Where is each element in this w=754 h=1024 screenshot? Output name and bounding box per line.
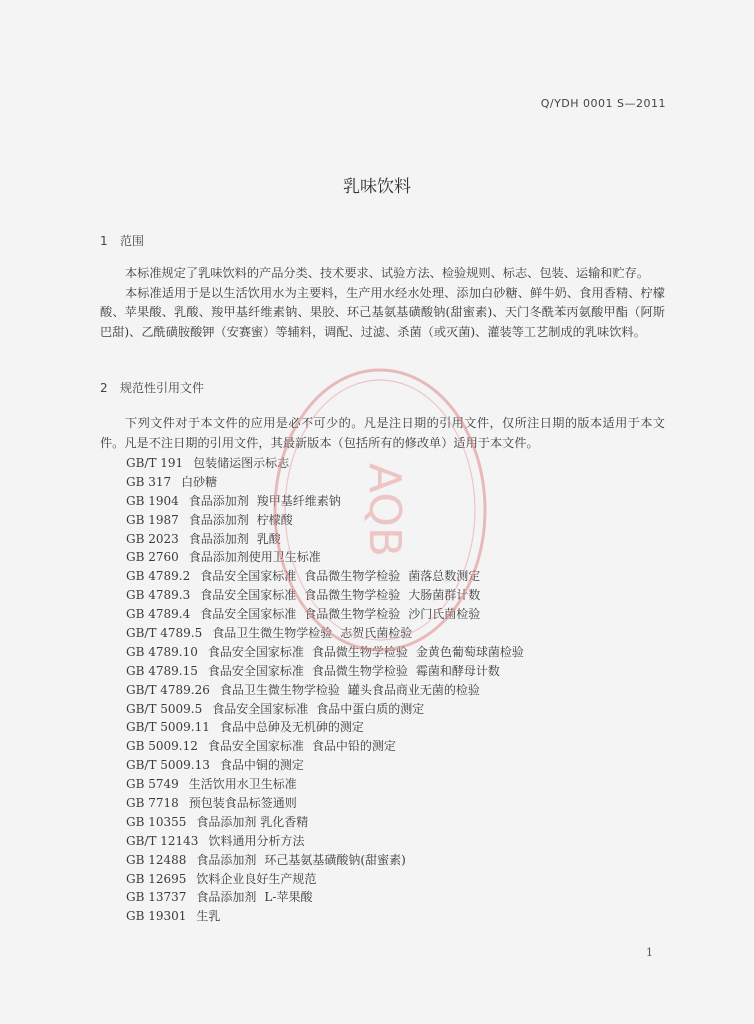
- reference-title-part: 食品微生物学检验: [311, 663, 408, 678]
- reference-title-part: 食品添加剂: [196, 852, 257, 867]
- section-1-heading: [100, 232, 144, 249]
- reference-title-part: 生活饮用水卫生标准: [188, 777, 297, 792]
- page-number: 1: [646, 946, 653, 959]
- reference-item: [126, 737, 524, 756]
- reference-item: [126, 832, 524, 851]
- reference-title-part: 金黄色葡萄球菌检验: [415, 644, 524, 659]
- reference-item: [126, 907, 524, 926]
- reference-code: GB 7718: [126, 796, 179, 811]
- reference-code: GB 19301: [126, 909, 187, 924]
- section-title: 范围: [120, 234, 145, 248]
- standard-number: Q/YDH 0001 S—2011: [540, 97, 666, 110]
- reference-code: GB/T 5009.13: [126, 758, 210, 773]
- reference-item: [126, 567, 524, 586]
- reference-code: GB 5749: [126, 777, 179, 792]
- reference-title-part: 食品微生物学检验: [304, 588, 401, 603]
- reference-title-part: 食品安全国家标准: [207, 644, 304, 659]
- reference-code: GB 1904: [126, 493, 179, 508]
- reference-title-part: 环己基氨基磺酸钠(甜蜜素): [264, 852, 406, 867]
- reference-item: [126, 473, 524, 492]
- reference-code: GB/T 12143: [126, 833, 199, 848]
- reference-item: [126, 775, 524, 794]
- reference-item: [126, 681, 524, 700]
- reference-title-part: 食品安全国家标准: [200, 569, 297, 584]
- reference-code: GB 12695: [126, 871, 187, 886]
- scope-paragraph-2: 本标准适用于是以生活饮用水为主要料，生产用水经水处理、添加白砂糖、鲜牛奶、食用香精、柠檬酸、苹果酸、乳酸、羧甲基纤维素钠、果胶、环己基氨基磺酸钠(甜蜜素)、天门冬酰苯丙氨酸甲酯（阿斯巴甜)、乙酰磺胺酸钾（安赛蜜）等辅料，调配、过滤、杀菌（或灭菌)、灌装等工艺制成的乳味饮料。: [100, 285, 665, 339]
- reference-code: GB 4789.2: [126, 569, 191, 584]
- reference-item: [126, 530, 524, 549]
- reference-title-part: L-苹果酸: [264, 890, 313, 905]
- reference-title-part: 食品添加剂: [188, 493, 249, 508]
- reference-code: GB 4789.10: [126, 644, 198, 659]
- reference-item: [126, 624, 524, 643]
- reference-code: GB 10355: [126, 814, 187, 829]
- reference-code: GB/T 5009.11: [126, 720, 210, 735]
- reference-title-part: 食品添加剂 乳化香精: [196, 814, 309, 829]
- reference-item: [126, 718, 524, 737]
- reference-item: [126, 870, 524, 889]
- reference-item: [126, 888, 524, 907]
- reference-title-part: 食品卫生微生物学检验: [212, 626, 333, 641]
- reference-item: [126, 586, 524, 605]
- reference-title-part: 沙门氏菌检验: [408, 607, 481, 622]
- reference-code: GB/T 191: [126, 456, 184, 470]
- reference-item: [126, 548, 524, 567]
- reference-code: GB 1987: [126, 512, 179, 527]
- section-2-heading: [100, 379, 204, 396]
- reference-code: GB/T 4789.5: [126, 626, 203, 641]
- reference-item: [126, 662, 524, 681]
- reference-code: GB 4789.4: [126, 607, 191, 622]
- reference-title-part: 包装储运图示标志: [193, 456, 290, 470]
- reference-code: GB 4789.15: [126, 663, 198, 678]
- reference-title-part: 食品安全国家标准: [200, 607, 297, 622]
- reference-code: GB 12488: [126, 852, 187, 867]
- reference-title-part: 预包装食品标签通则: [188, 796, 297, 811]
- reference-title-part: 生乳: [196, 909, 221, 924]
- reference-item: [126, 605, 524, 624]
- reference-title-part: 食品安全国家标准: [200, 588, 297, 603]
- reference-title-part: 食品添加剂: [188, 531, 249, 546]
- scope-paragraph-1: 本标准规定了乳味饮料的产品分类、技术要求、试验方法、检验规则、标志、包装、运输和贮存。: [125, 266, 650, 280]
- reference-title-part: 食品安全国家标准: [212, 701, 309, 716]
- stamp-text: AQB: [359, 462, 410, 558]
- reference-code: GB 4789.3: [126, 588, 191, 603]
- reference-title-part: 食品中蛋白质的测定: [316, 701, 425, 716]
- reference-title-part: 食品中铜的测定: [219, 758, 304, 773]
- reference-title-part: 大肠菌群计数: [408, 588, 481, 603]
- reference-title-part: 乳酸: [256, 531, 281, 546]
- reference-code: GB 5009.12: [126, 739, 198, 754]
- reference-item: [126, 851, 524, 870]
- normative-references-paragraph: 下列文件对于本文件的应用是必不可少的。凡是注日期的引用文件，仅所注日期的版本适用于本文件。凡是不注日期的引用文件，其最新版本（包括所有的修改单）适用于本文件。: [100, 416, 665, 450]
- reference-title-part: 食品添加剂: [196, 890, 257, 905]
- section-title: 规范性引用文件: [120, 381, 205, 395]
- reference-item: [126, 700, 524, 719]
- reference-code: GB 2760: [126, 550, 179, 565]
- section-number: 2: [100, 381, 108, 395]
- reference-title-part: 食品微生物学检验: [304, 569, 401, 584]
- reference-title-part: 食品微生物学检验: [311, 644, 408, 659]
- reference-item: [126, 454, 524, 473]
- reference-list: [126, 454, 524, 926]
- reference-title-part: 食品添加剂使用卫生标准: [188, 550, 321, 565]
- reference-title-part: 食品添加剂: [188, 512, 249, 527]
- reference-title-part: 柠檬酸: [256, 512, 293, 527]
- reference-title-part: 食品微生物学检验: [304, 607, 401, 622]
- reference-item: [126, 643, 524, 662]
- reference-item: [126, 492, 524, 511]
- reference-code: GB 317: [126, 474, 172, 489]
- reference-title-part: 饮料通用分析方法: [208, 833, 305, 848]
- reference-code: GB/T 4789.26: [126, 682, 210, 697]
- reference-title-part: 志贺氏菌检验: [340, 626, 413, 641]
- reference-title-part: 饮料企业良好生产规范: [196, 871, 317, 886]
- section-number: 1: [100, 234, 108, 248]
- reference-title-part: 食品安全国家标准: [207, 739, 304, 754]
- reference-item: [126, 511, 524, 530]
- reference-item: [126, 756, 524, 775]
- reference-item: [126, 813, 524, 832]
- reference-title-part: 罐头食品商业无菌的检验: [347, 682, 480, 697]
- document-title: 乳味饮料: [343, 177, 411, 197]
- reference-title-part: 霉菌和酵母计数: [415, 663, 500, 678]
- reference-title-part: 白砂糖: [181, 474, 218, 489]
- reference-code: GB/T 5009.5: [126, 701, 203, 716]
- reference-item: [126, 794, 524, 813]
- reference-title-part: 菌落总数测定: [408, 569, 481, 584]
- reference-title-part: 食品中总砷及无机砷的测定: [219, 720, 364, 735]
- reference-title-part: 食品中铅的测定: [311, 739, 396, 754]
- reference-title-part: 食品安全国家标准: [207, 663, 304, 678]
- reference-title-part: 羧甲基纤维素钠: [256, 493, 341, 508]
- reference-code: GB 2023: [126, 531, 179, 546]
- reference-code: GB 13737: [126, 890, 187, 905]
- reference-title-part: 食品卫生微生物学检验: [219, 682, 340, 697]
